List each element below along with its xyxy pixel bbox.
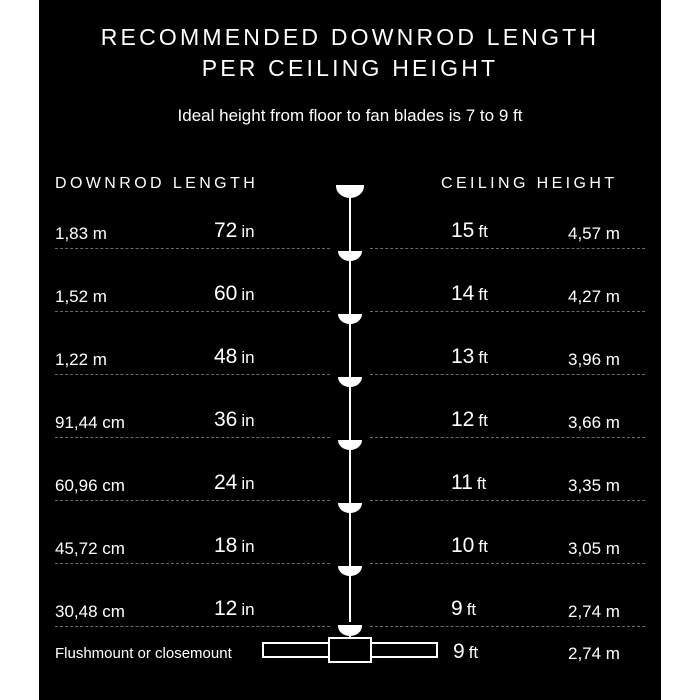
downrod-metric: 1,22 m — [55, 350, 107, 369]
downrod-metric: 45,72 cm — [55, 539, 125, 558]
downrod-metric: 30,48 cm — [55, 602, 125, 621]
ceiling-feet-value: 12 — [451, 408, 475, 431]
ceiling-feet-value: 10 — [451, 534, 475, 557]
flushmount-ceiling-ft — [453, 641, 478, 662]
downrod-metric: 1,52 m — [55, 287, 107, 306]
downrod-inches — [214, 535, 255, 556]
ceiling-metric: 3,96 m — [568, 350, 620, 369]
downrod-inches-unit: in — [241, 222, 255, 241]
ceiling-height-header: CEILING HEIGHT — [441, 175, 618, 192]
row-divider-right — [370, 563, 645, 564]
fan-body-icon — [329, 638, 371, 662]
ceiling-canopy-icon — [337, 186, 363, 197]
row-divider-right — [370, 374, 645, 375]
ceiling-feet-value: 11 — [451, 471, 473, 494]
downrod-metric: 1,83 m — [55, 224, 107, 243]
downrod-inches-unit: in — [241, 411, 255, 430]
ceiling-feet-unit: ft — [478, 222, 488, 241]
downrod-inches-unit: in — [241, 537, 255, 556]
row-divider-right — [370, 437, 645, 438]
ceiling-feet — [451, 283, 488, 304]
ceiling-metric: 3,05 m — [568, 539, 620, 558]
ceiling-feet — [451, 472, 486, 493]
ceiling-feet — [451, 409, 488, 430]
ceiling-metric: 4,27 m — [568, 287, 620, 306]
downrod-inches-value: 12 — [214, 597, 238, 620]
downrod-inches — [214, 472, 255, 493]
row-divider-left — [55, 500, 330, 501]
downrod-metric: 60,96 cm — [55, 476, 125, 495]
downrod-inches — [214, 283, 255, 304]
downrod-inches-value: 60 — [214, 282, 238, 305]
downrod-inches-value: 24 — [214, 471, 238, 494]
subtitle: Ideal height from floor to fan blades is 7 to 9 ft — [177, 106, 523, 125]
ceiling-feet-unit: ft — [478, 411, 488, 430]
downrod-segment-icon — [338, 503, 362, 513]
downrod-inches-value: 18 — [214, 534, 238, 557]
downrod-segment-icon — [338, 251, 362, 261]
downrod-segment-icon — [338, 314, 362, 324]
row-divider-right — [370, 248, 645, 249]
downrod-inches-unit: in — [241, 600, 255, 619]
fan-blade-right-icon — [371, 643, 437, 657]
downrod-inches-value: 48 — [214, 345, 238, 368]
ceiling-metric: 2,74 m — [568, 602, 620, 621]
ceiling-feet-unit: ft — [476, 474, 487, 493]
row-divider-right — [370, 311, 645, 312]
row-divider-right — [370, 626, 645, 627]
downrod-inches-value: 72 — [214, 219, 238, 242]
downrod-chart-panel — [39, 0, 661, 700]
flushmount-ft-unit: ft — [468, 643, 479, 662]
ceiling-feet — [451, 346, 488, 367]
downrod-segment-icon — [338, 377, 362, 387]
ceiling-feet — [451, 220, 488, 241]
row-divider-left — [55, 626, 330, 627]
downrod-inches-unit: in — [241, 348, 255, 367]
downrod-metric: 91,44 cm — [55, 413, 125, 432]
row-divider-left — [55, 437, 330, 438]
row-divider-left — [55, 248, 330, 249]
ceiling-feet-unit: ft — [478, 537, 488, 556]
row-divider-left — [55, 311, 330, 312]
downrod-length-header: DOWNROD LENGTH — [55, 175, 259, 192]
downrod-inches — [214, 598, 255, 619]
ceiling-feet-unit: ft — [478, 348, 488, 367]
downrod-segment-icon — [338, 440, 362, 450]
ceiling-feet-value: 14 — [451, 282, 475, 305]
ceiling-feet-unit: ft — [478, 285, 488, 304]
ceiling-feet — [451, 598, 476, 619]
ceiling-feet-unit: ft — [466, 600, 477, 619]
row-divider-right — [370, 500, 645, 501]
flushmount-ft-value: 9 — [453, 640, 465, 663]
downrod-inches — [214, 409, 255, 430]
ceiling-feet-value: 15 — [451, 219, 475, 242]
downrod-segment-icon — [338, 566, 362, 576]
row-divider-left — [55, 374, 330, 375]
fan-blade-left-icon — [263, 643, 329, 657]
title-line-2: PER CEILING HEIGHT — [201, 55, 499, 81]
row-divider-left — [55, 563, 330, 564]
downrod-inches-value: 36 — [214, 408, 238, 431]
ceiling-feet-value: 9 — [451, 597, 463, 620]
flushmount-ceiling-m: 2,74 m — [568, 644, 620, 663]
downrod-inches — [214, 346, 255, 367]
ceiling-feet — [451, 535, 488, 556]
ceiling-feet-value: 13 — [451, 345, 475, 368]
downrod-inches-unit: in — [241, 474, 255, 493]
title-line-1: RECOMMENDED DOWNROD LENGTH — [100, 24, 600, 50]
downrod-inches-unit: in — [241, 285, 255, 304]
ceiling-metric: 4,57 m — [568, 224, 620, 243]
ceiling-metric: 3,66 m — [568, 413, 620, 432]
flushmount-label: Flushmount or closemount — [55, 645, 232, 662]
downrod-inches — [214, 220, 255, 241]
ceiling-metric: 3,35 m — [568, 476, 620, 495]
